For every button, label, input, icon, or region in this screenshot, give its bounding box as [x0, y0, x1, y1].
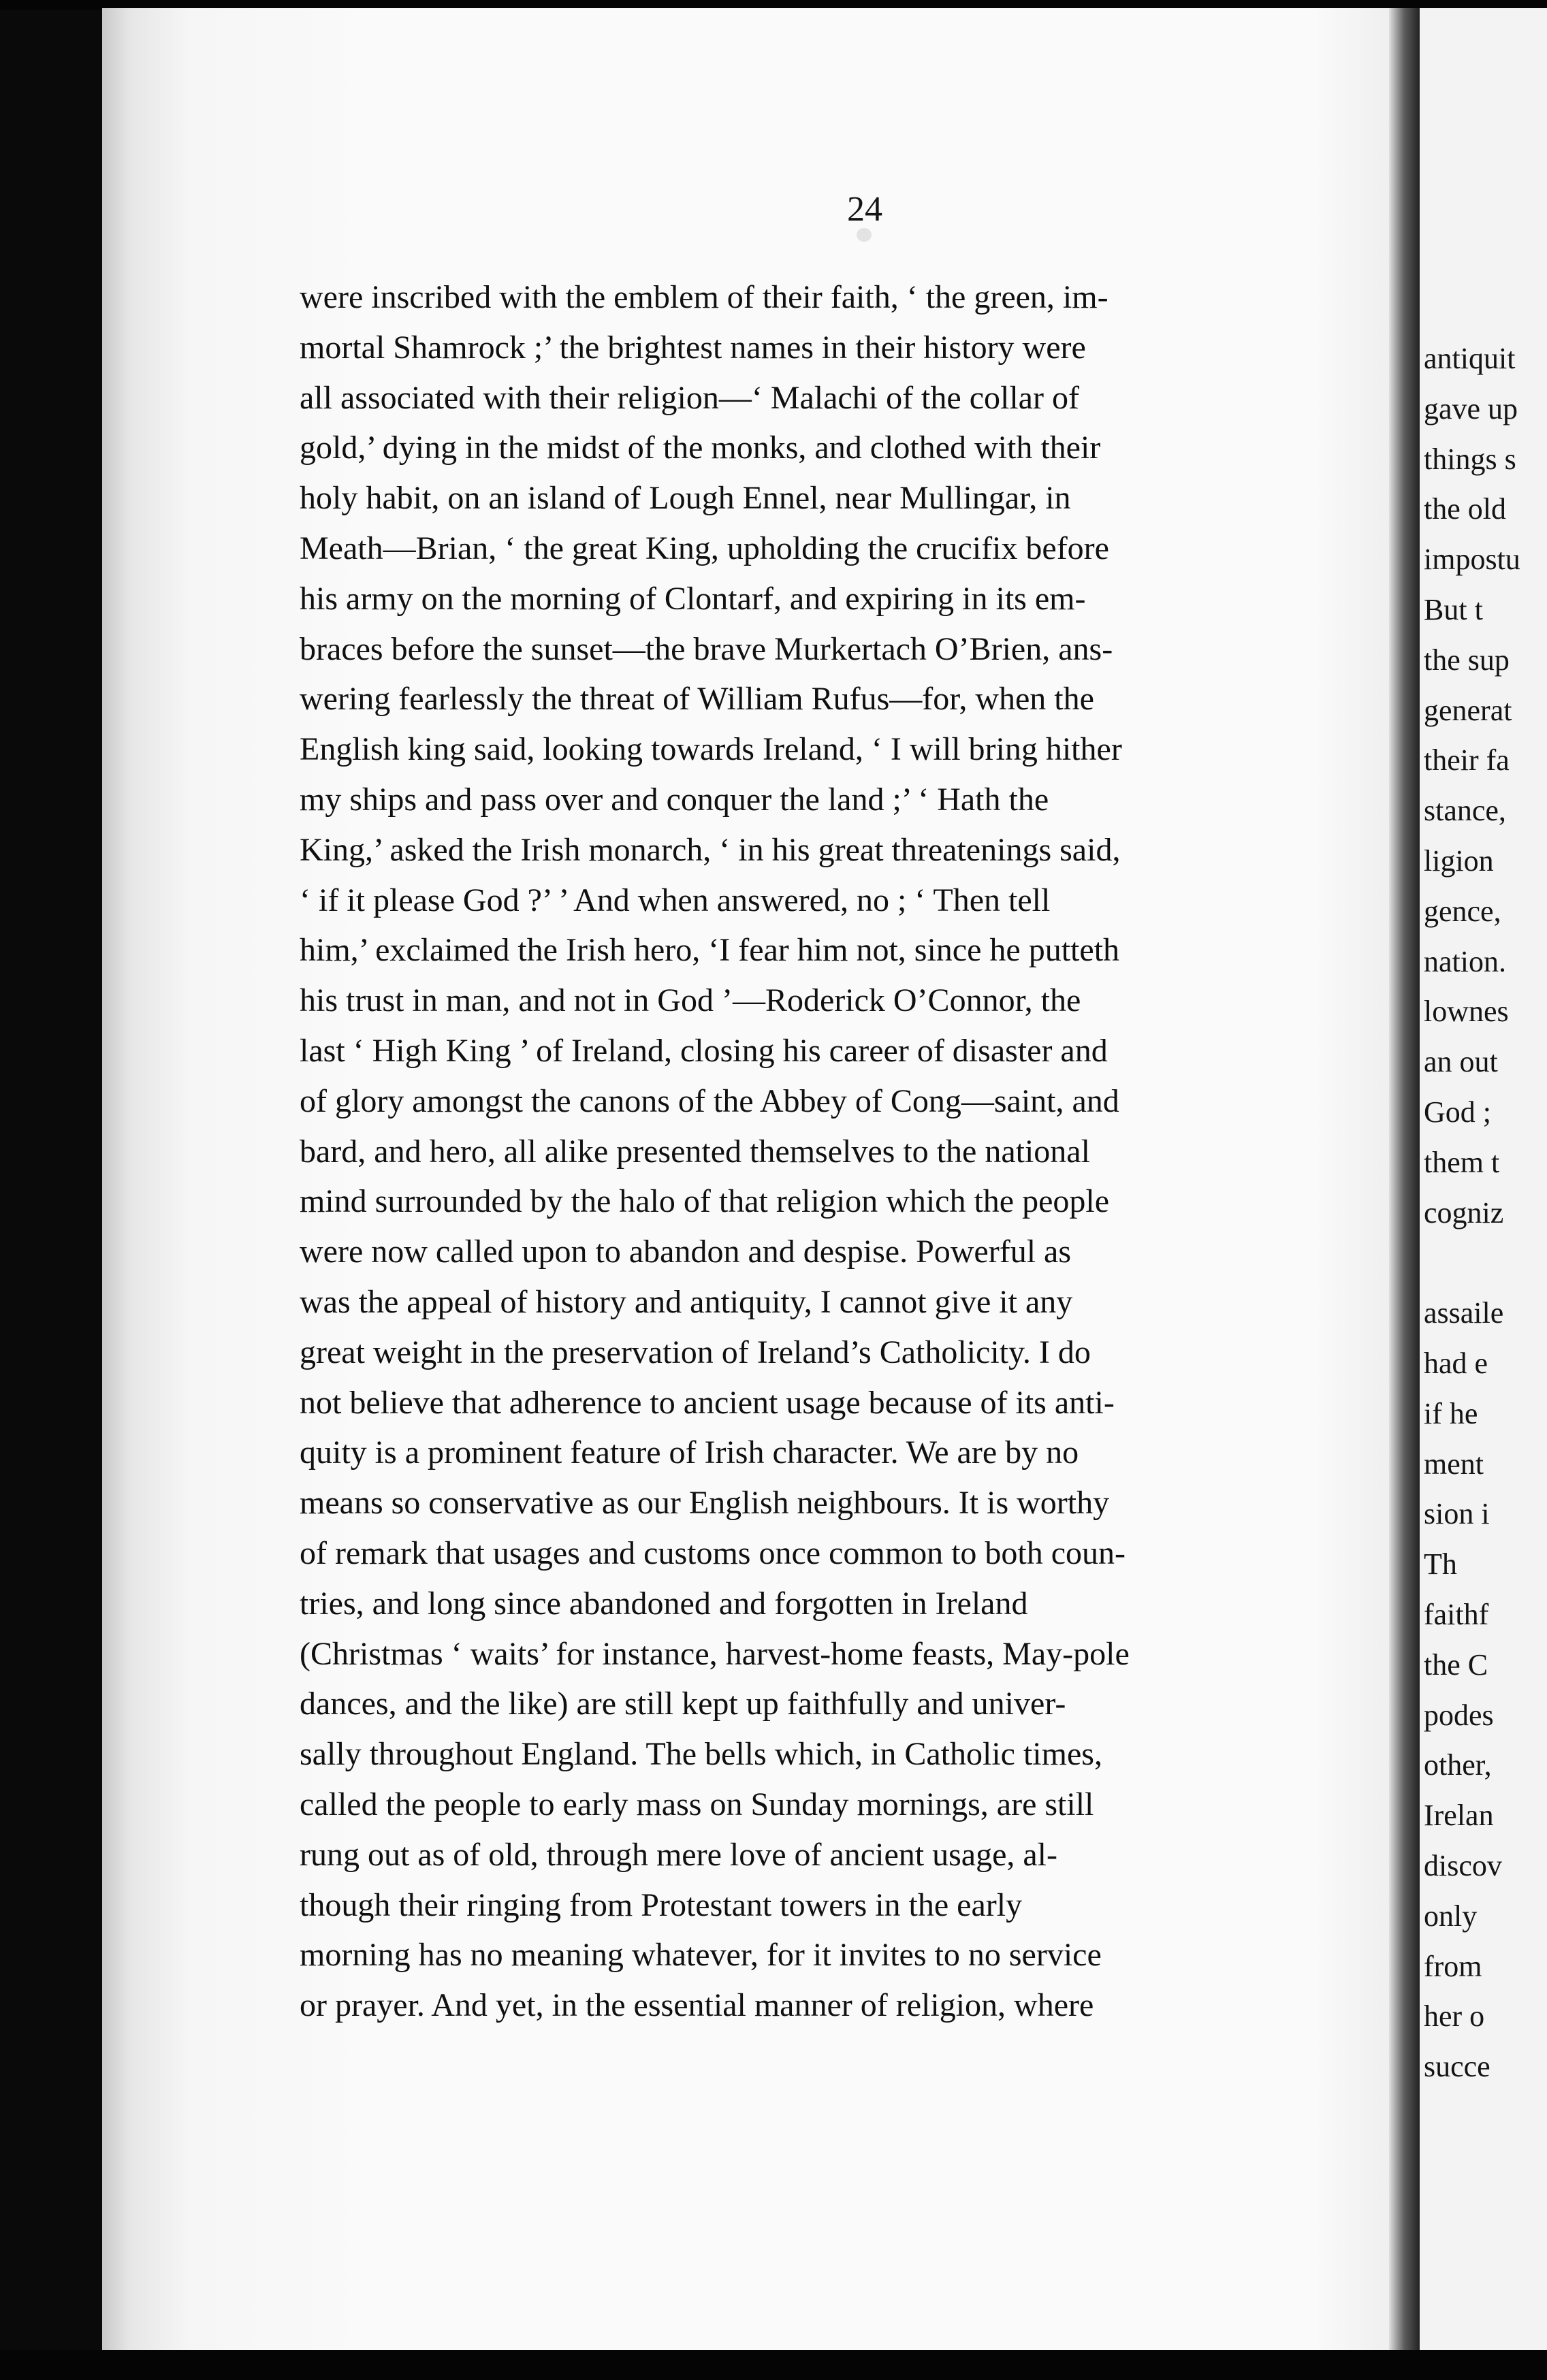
- text-line: rung out as of old, through mere love of ancient usage, al-: [300, 1836, 1057, 1873]
- text-line: dances, and the like) are still kept up faithfully and univer-: [300, 1686, 1066, 1722]
- facing-text-line: Irelan: [1424, 1799, 1494, 1833]
- text-line: of glory amongst the canons of the Abbey of Cong—saint, and: [300, 1082, 1119, 1119]
- facing-text-line: their fa: [1424, 743, 1510, 777]
- facing-text-line: succe: [1424, 2050, 1490, 2084]
- text-line: him,’ exclaimed the Irish hero, ‘I fear him not, since he putteth: [300, 932, 1120, 969]
- text-line: called the people to early mass on Sunday mornings, are still: [300, 1786, 1094, 1822]
- text-line: of remark that usages and customs once common to both coun-: [300, 1534, 1126, 1571]
- facing-text-line: them t: [1424, 1145, 1500, 1179]
- text-line: bard, and hero, all alike presented themselves to the national: [300, 1133, 1090, 1170]
- facing-text-line: assaile: [1424, 1296, 1504, 1330]
- facing-text-line: an out: [1424, 1045, 1498, 1079]
- facing-page: [1420, 8, 1547, 2350]
- facing-text-line: [1424, 1238, 1547, 1288]
- facing-page-text: [1424, 334, 1547, 2092]
- text-line: mortal Shamrock ;’ the brightest names in their history were: [300, 329, 1086, 366]
- facing-text-line: God ;: [1424, 1095, 1491, 1129]
- page-number: 24: [847, 190, 882, 229]
- text-line: my ships and pass over and conquer the land ;’ ‘ Hath the: [300, 781, 1049, 818]
- facing-text-line: cogniz: [1424, 1195, 1504, 1229]
- facing-text-line: antiquit: [1424, 342, 1516, 375]
- text-line: wering fearlessly the threat of William Rufus—for, when the: [300, 681, 1094, 718]
- text-line: braces before the sunset—the brave Murkertach O’Brien, ans-: [300, 630, 1113, 667]
- facing-text-line: lownes: [1424, 995, 1509, 1029]
- facing-text-line: gence,: [1424, 894, 1501, 928]
- facing-text-line: her o: [1424, 1999, 1485, 2033]
- text-line: sally throughout England. The bells which, in Catholic times,: [300, 1736, 1102, 1773]
- facing-text-line: things s: [1424, 442, 1516, 476]
- text-line: were now called upon to abandon and despise. Powerful as: [300, 1234, 1072, 1270]
- text-line: not believe that adherence to ancient usage because of its anti-: [300, 1384, 1115, 1421]
- facing-text-line: ligion: [1424, 843, 1494, 878]
- facing-text-line: only: [1424, 1899, 1478, 1933]
- text-line: ‘ if it please God ?’ ’ And when answered, no ; ‘ Then tell: [300, 882, 1051, 918]
- text-line: holy habit, on an island of Lough Ennel, near Mullingar, in: [300, 480, 1071, 517]
- text-line: were inscribed with the emblem of their faith, ‘ the green, im-: [300, 279, 1109, 315]
- facing-text-line: ment: [1424, 1447, 1484, 1481]
- facing-text-line: sion i: [1424, 1497, 1490, 1531]
- text-line: was the appeal of history and antiquity, I cannot give it any: [300, 1283, 1073, 1320]
- text-line: tries, and long since abandoned and forgotten in Ireland: [300, 1585, 1028, 1622]
- scan-border-bottom: [0, 2350, 1547, 2380]
- text-line: great weight in the preservation of Ireland’s Catholicity. I do: [300, 1334, 1091, 1370]
- text-line: mind surrounded by the halo of that religion which the people: [300, 1183, 1110, 1220]
- facing-text-line: But t: [1424, 592, 1483, 626]
- text-line: or prayer. And yet, in the essential manner of religion, where: [300, 1987, 1094, 2024]
- text-line: Meath—Brian, ‘ the great King, upholding the crucifix before: [300, 530, 1109, 566]
- facing-text-line: the old: [1424, 492, 1506, 526]
- facing-text-line: discov: [1424, 1848, 1502, 1882]
- facing-text-line: from: [1424, 1949, 1482, 1983]
- facing-text-line: faithf: [1424, 1597, 1489, 1631]
- facing-text-line: impostu: [1424, 543, 1520, 577]
- text-line: his army on the morning of Clontarf, and expiring in its em-: [300, 580, 1086, 617]
- facing-text-line: the sup: [1424, 643, 1510, 677]
- text-line: morning has no meaning whatever, for it invites to no service: [300, 1937, 1102, 1974]
- facing-text-line: the C: [1424, 1647, 1488, 1682]
- facing-text-line: Th: [1424, 1547, 1457, 1581]
- facing-text-line: nation.: [1424, 944, 1506, 978]
- text-line: though their ringing from Protestant towers in the early: [300, 1886, 1023, 1923]
- text-line: quity is a prominent feature of Irish character. We are by no: [300, 1434, 1079, 1471]
- facing-text-line: stance,: [1424, 794, 1506, 828]
- text-line: means so conservative as our English neighbours. It is worthy: [300, 1485, 1110, 1522]
- text-line: (Christmas ‘ waits’ for instance, harvest-home feasts, May-pole: [300, 1635, 1130, 1672]
- ink-mark: [857, 228, 872, 242]
- facing-text-line: generat: [1424, 693, 1512, 727]
- text-line: all associated with their religion—‘ Malachi of the collar of: [300, 379, 1079, 416]
- facing-text-line: gave up: [1424, 391, 1518, 425]
- body-text: [300, 272, 1416, 2031]
- text-line: gold,’ dying in the midst of the monks, and clothed with their: [300, 430, 1101, 466]
- facing-text-line: if he: [1424, 1396, 1478, 1430]
- text-line: King,’ asked the Irish monarch, ‘ in his great threatenings said,: [300, 831, 1121, 868]
- facing-text-line: other,: [1424, 1748, 1492, 1782]
- book-gutter: [1389, 8, 1420, 2350]
- text-line: English king said, looking towards Ireland, ‘ I will bring hither: [300, 731, 1122, 768]
- text-line: his trust in man, and not in God ’—Roderick O’Connor, the: [300, 982, 1081, 1019]
- text-line: last ‘ High King ’ of Ireland, closing his career of disaster and: [300, 1032, 1108, 1069]
- facing-text-line: podes: [1424, 1698, 1494, 1732]
- scan-border-left: [0, 0, 102, 2380]
- facing-text-line: had e: [1424, 1346, 1488, 1380]
